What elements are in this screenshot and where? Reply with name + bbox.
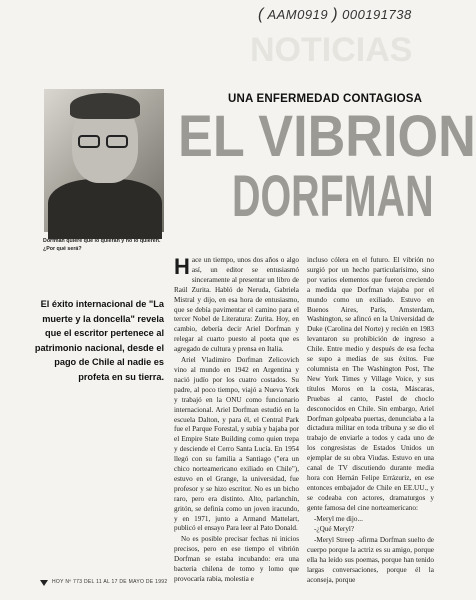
body-column-2 bbox=[307, 256, 434, 584]
bleed-through-text: NOTICIAS bbox=[250, 31, 413, 69]
drop-cap: H bbox=[174, 254, 190, 279]
paragraph: incluso cólera en el futuro. El vibrión no surgió por un hecho particularísimo, sino por varios elementos que fueron creciendo a medida que Dorfman viajaba por el mundo como un exiliado. Estuvo en Buenos Aires, París, Amsterdam, Washington, se afincó en la Universidad de Duke (Carolina del Norte) y recién en 1983 levantaron su prohibición de ingreso a Chile. Entre medio y después de esa fecha se supo a medias de sus éxitos. Fue columnista en The Washington Post, The New York Times y Village Voice, y sus títulos Moros en la costa, Máscaras, Pruebas al canto, Pastel de choclo desconocidos en Chile. Sin embargo, Ariel Dorfman golpeaba puertas, denunciaba a la dictadura militar en toda tribuna y se dio el trabajo de enviarle a todos y cada uno de los congresistas de Estados Unidos un ejemplar de su obra Viudas. Estuvo en una canal de TV discutiendo durante media hora con Hernán Felipe Errázuriz, en ese entonces embajador de Chile en EE.UU., y se codeaba con actores, dramaturgos y gente famosa del cine norteamericano: bbox=[307, 256, 434, 512]
paragraph: -Meryl Streep -afirma Dorfman suelto de cuerpo porque la actriz es su amigo, porque ella ha leído sus poemas, porque han tenido largas conversaciones, porque él la aconseja, porque bbox=[307, 536, 434, 584]
paragraph: -Meryl me dijo... bbox=[314, 514, 363, 523]
stamp-close-paren: ) bbox=[332, 6, 339, 23]
paragraph: No es posible precisar fechas ni inicios precisos, pero en ese tiempo el vibrión Dorfman se estaba incubando: era una bacteria chilena de tomo y lomo que provocaría rabia, molestia e bbox=[174, 535, 299, 583]
author-photo bbox=[44, 89, 164, 232]
article-kicker: UNA ENFERMEDAD CONTAGIOSA bbox=[228, 93, 423, 105]
stamp-code: AAM0919 bbox=[267, 7, 329, 22]
stamp-number: 000191738 bbox=[342, 7, 412, 22]
headline-line-1: EL VIBRION bbox=[178, 104, 476, 169]
body-column-1 bbox=[174, 256, 299, 584]
paragraph: -¿Qué Meryl? bbox=[314, 525, 355, 534]
page-footer: HOY Nº 773 DEL 11 AL 17 DE MAYO DE 1992 bbox=[52, 579, 168, 585]
paragraph: Ariel Vladimiro Dorfman Zelicovich vino al mundo en 1942 en Argentina y nació judío por los cuatro costados. Su padre, al poco tiempo, viajó a Nueva York y trabajó en la ONU como funcionario internacional. Ariel Dorfman estudió en la escuela Dalton, y para él, el Central Park fue el Parque Forestal, y subía y bajaba por el Empire State Building como quien trepa y desciende el Cerro Santa Lucía. En 1954 llegó con su familia a Santiago ("era un chico norteamericano exiliado en Chile"), estuvo en el Grange, la universidad, fue profesor y se hizo escritor. No es un bicho raro, pero era distinto. Alto, parlanchín, gritón, se definía como un joven iracundo, y en 1971, junto a Armand Mattelart, publicó el ensayo Para leer al Pato Donald. bbox=[174, 356, 299, 533]
paragraph: Hace un tiempo, unos dos años o algo así, un editor se entusiasmó sinceramente al presentar un libro de Raúl Zurita. Habló de Neruda, Gabriela Mistral y dijo, en esa hora de entusiasmo, que se debía pavimentar el camino para el tercer Nobel de Literatura: Zurita. Hoy, en cambio, debería decir Ariel Dorfman y relegar al cuarto puesto al poeta que es agregado de cultura y prensa en Italia. bbox=[174, 254, 299, 354]
magazine-logo-icon bbox=[40, 580, 48, 586]
pull-quote: El éxito internacional de "La muerte y la doncella" revela que el escritor pertenece al patrimonio nacional, desde el pago de Chile al nadie es profeta en su tierra. bbox=[34, 299, 164, 382]
photo-caption: Dorfman quiere que lo quieran y no lo quieren. ¿Por qué será? bbox=[43, 238, 161, 252]
glasses-icon bbox=[78, 135, 134, 149]
stamp-open-paren: ( bbox=[258, 6, 264, 23]
archive-stamp bbox=[258, 6, 438, 28]
headline-line-2: DORFMAN bbox=[232, 164, 434, 229]
